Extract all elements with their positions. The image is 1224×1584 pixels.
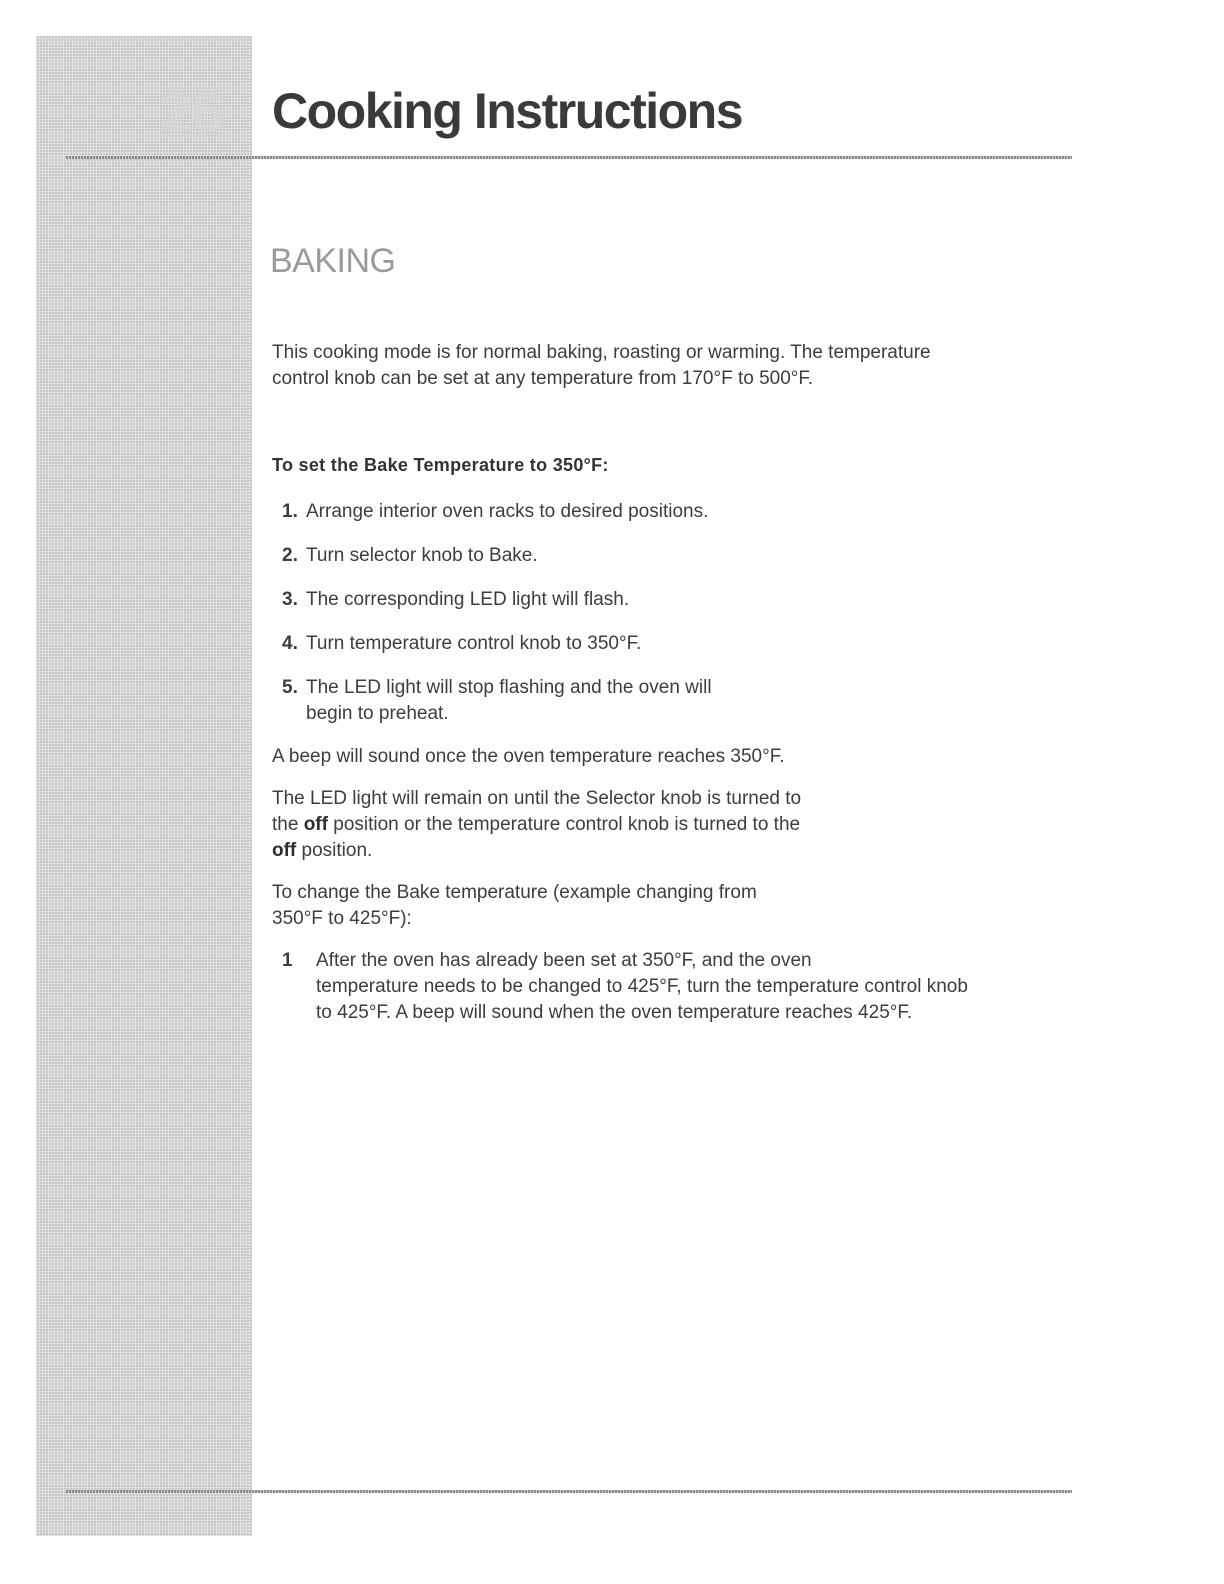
notes-section [272,744,1072,1026]
step-number: 1 [282,950,293,971]
off-keyword: off [303,814,328,835]
list-item [282,675,1062,727]
page-number: 26 [160,80,223,145]
change-step-line-2: temperature needs to be changed to 425°F, turn the temperature control knob [316,976,968,997]
step-number: 2. [282,545,298,566]
step-number: 3. [282,589,298,610]
intro-line-1: This cooking mode is for normal baking, roasting or warming. The temperature [272,342,931,363]
intro-line-2: control knob can be set at any temperature from 170°F to 500°F. [272,368,814,389]
step-text: The corresponding LED light will flash. [306,589,630,610]
led-text-3: position. [296,840,373,861]
change-intro-line-1: To change the Bake temperature (example changing from [272,882,757,903]
change-intro [272,880,1072,932]
step-text: Turn temperature control knob to 350°F. [306,633,642,654]
instructions-subheading: To set the Bake Temperature to 350°F: [272,455,609,475]
off-keyword: off [272,840,297,861]
step-text: Arrange interior oven racks to desired positions. [306,501,709,522]
led-note [272,786,1072,864]
page-title: Cooking Instructions [272,83,742,139]
steps-list [282,499,1062,745]
list-item [282,587,1062,613]
intro-paragraph [272,340,1072,392]
list-item [282,499,1062,525]
step-text: begin to preheat. [306,703,449,724]
led-text-2b: position or the temperature control knob is turned to the [327,814,801,835]
footer-rule [66,1490,1072,1493]
list-item [282,543,1062,569]
step-number: 5. [282,677,298,698]
change-step-line-3: to 425°F. A beep will sound when the oven temperature reaches 425°F. [316,1002,913,1023]
led-text-1: The LED light will remain on until the Selector knob is turned to [272,788,802,809]
section-title: BAKING [270,242,396,280]
step-number: 4. [282,633,298,654]
list-item [282,631,1062,657]
side-band-decoration [36,36,252,1536]
header-rule [66,156,1072,159]
list-item [282,948,1072,1026]
beep-note [272,744,1072,770]
step-number: 1. [282,501,298,522]
step-text: Turn selector knob to Bake. [306,545,538,566]
step-text: The LED light will stop flashing and the oven will [306,677,712,698]
change-step-line-1: After the oven has already been set at 350°F, and the oven [316,950,812,971]
led-text-2a: the [272,814,304,835]
change-intro-line-2: 350°F to 425°F): [272,908,412,929]
beep-text: A beep will sound once the oven temperature reaches 350°F. [272,746,785,767]
